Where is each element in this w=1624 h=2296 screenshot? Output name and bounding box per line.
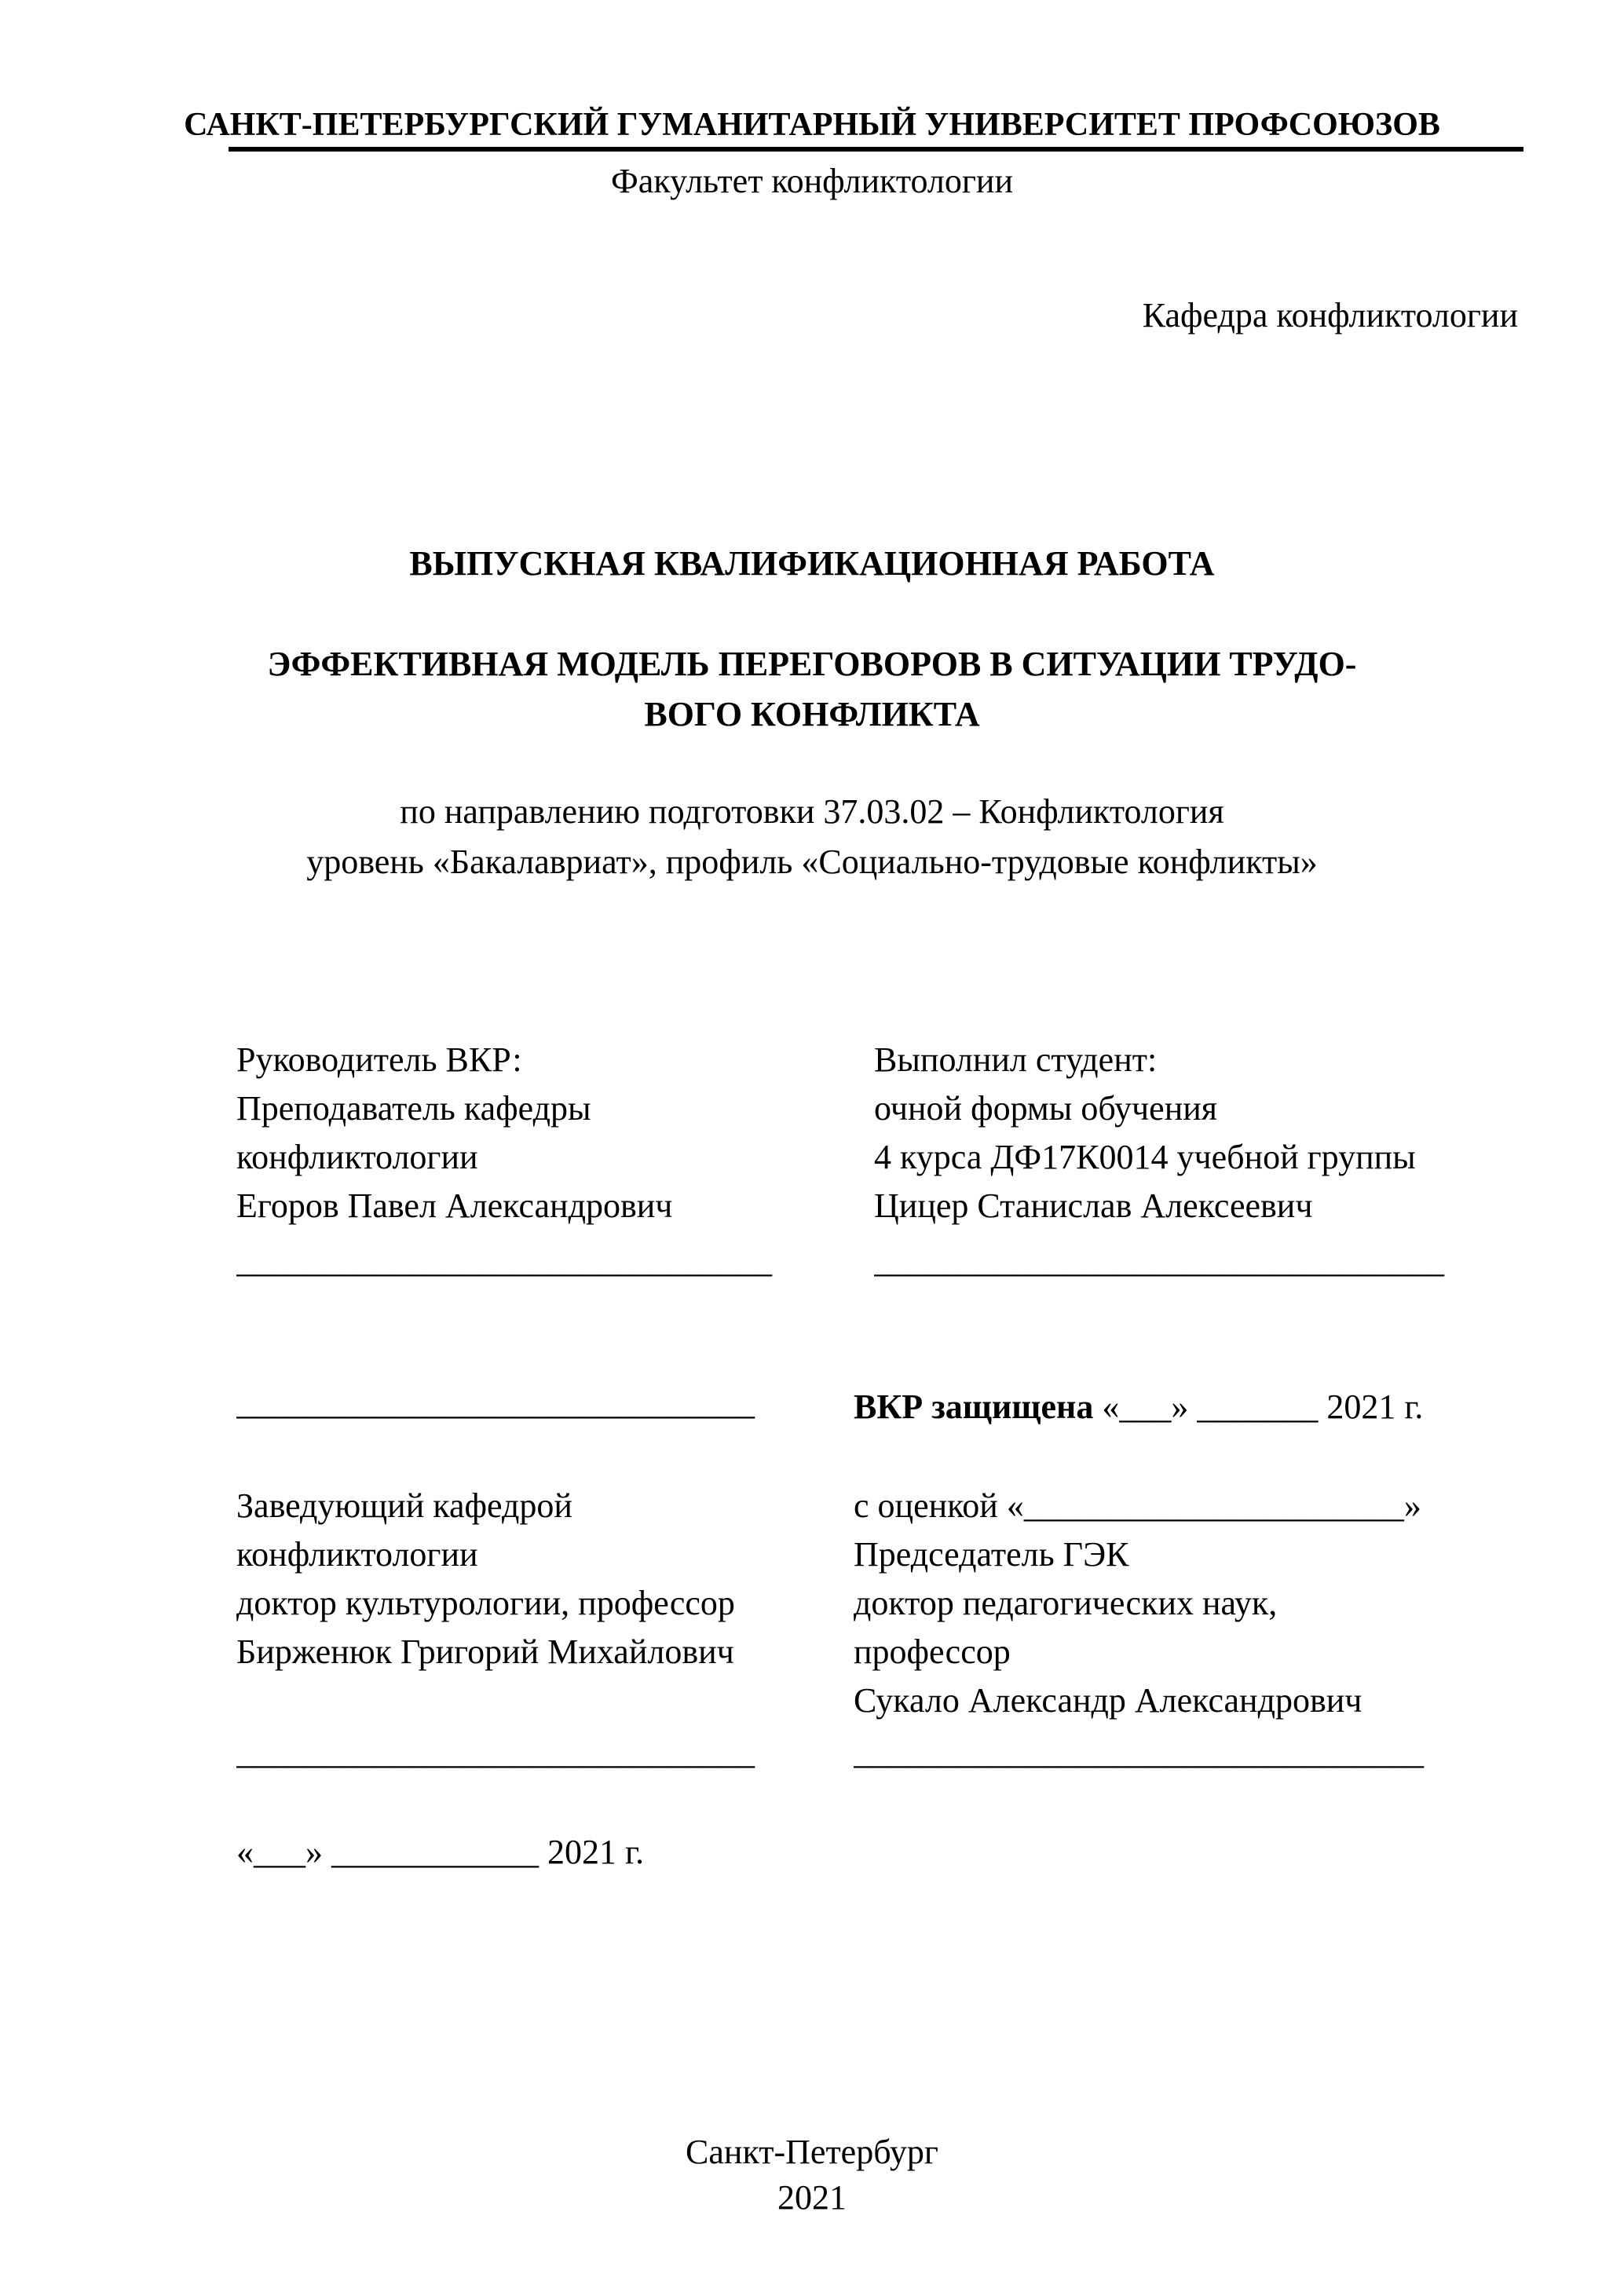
direction-line-1: по направлению подготовки 37.03.02 – Конфликтология [400,792,1224,831]
student-name: Цицер Станислав Алексеевич [874,1186,1313,1225]
head-signature-line: ______________________________ [236,1733,755,1771]
header-divider [229,147,1523,152]
topic-line-1: ЭФФЕКТИВНАЯ МОДЕЛЬ ПЕРЕГОВОРОВ В СИТУАЦИИ ТРУДО- [267,645,1357,683]
footer-year: 2021 [777,2178,847,2217]
work-type: ВЫПУСКНАЯ КВАЛИФИКАЦИОННАЯ РАБОТА [409,544,1215,583]
supervisor-name: Егоров Павел Александрович [236,1186,673,1225]
head-name: Бирженюк Григорий Михайлович [236,1632,734,1671]
head-line-1: Заведующий кафедрой [236,1486,572,1525]
chairman-line-2: доктор педагогических наук, [854,1584,1278,1622]
defense-date: «___» _______ 2021 г. [1093,1387,1424,1426]
department-name: Кафедра конфликтологии [1142,296,1518,335]
defense-status [854,1383,1423,1431]
supervisor-position-1: Преподаватель кафедры [236,1089,591,1128]
student-label: Выполнил студент: [874,1040,1158,1079]
defense-label: ВКР защищена [854,1387,1094,1426]
student-signature-line: _________________________________ [874,1241,1444,1280]
faculty-name: Факультет конфликтологии [610,162,1013,200]
head-date: «___» ____________ 2021 г. [236,1833,645,1871]
chairman-name: Сукало Александр Александрович [854,1681,1362,1720]
university-name: САНКТ-ПЕТЕРБУРГСКИЙ ГУМАНИТАРНЫЙ УНИВЕРСИТЕТ ПРОФСОЮЗОВ [184,107,1440,143]
defense-left-signature-line: ______________________________ [236,1384,755,1422]
supervisor-position-2: конфликтологии [236,1138,478,1176]
footer-city: Санкт-Петербург [686,2133,938,2171]
supervisor-signature-line: _______________________________ [236,1241,772,1280]
student-form: очной формы обучения [874,1089,1218,1128]
head-line-3: доктор культурологии, профессор [236,1584,735,1622]
direction-line-2: уровень «Бакалавриат», профиль «Социально-трудовые конфликты» [306,843,1318,881]
supervisor-label: Руководитель ВКР: [236,1040,522,1079]
chairman-signature-line: _________________________________ [854,1733,1424,1771]
topic-line-2: ВОГО КОНФЛИКТА [644,695,980,733]
student-group: 4 курса ДФ17К0014 учебной группы [874,1138,1416,1176]
chairman-line-1: Председатель ГЭК [854,1535,1129,1574]
chairman-line-3: профессор [854,1632,1011,1671]
grade-line: с оценкой «______________________» [854,1486,1421,1525]
head-line-2: конфликтологии [236,1535,478,1574]
